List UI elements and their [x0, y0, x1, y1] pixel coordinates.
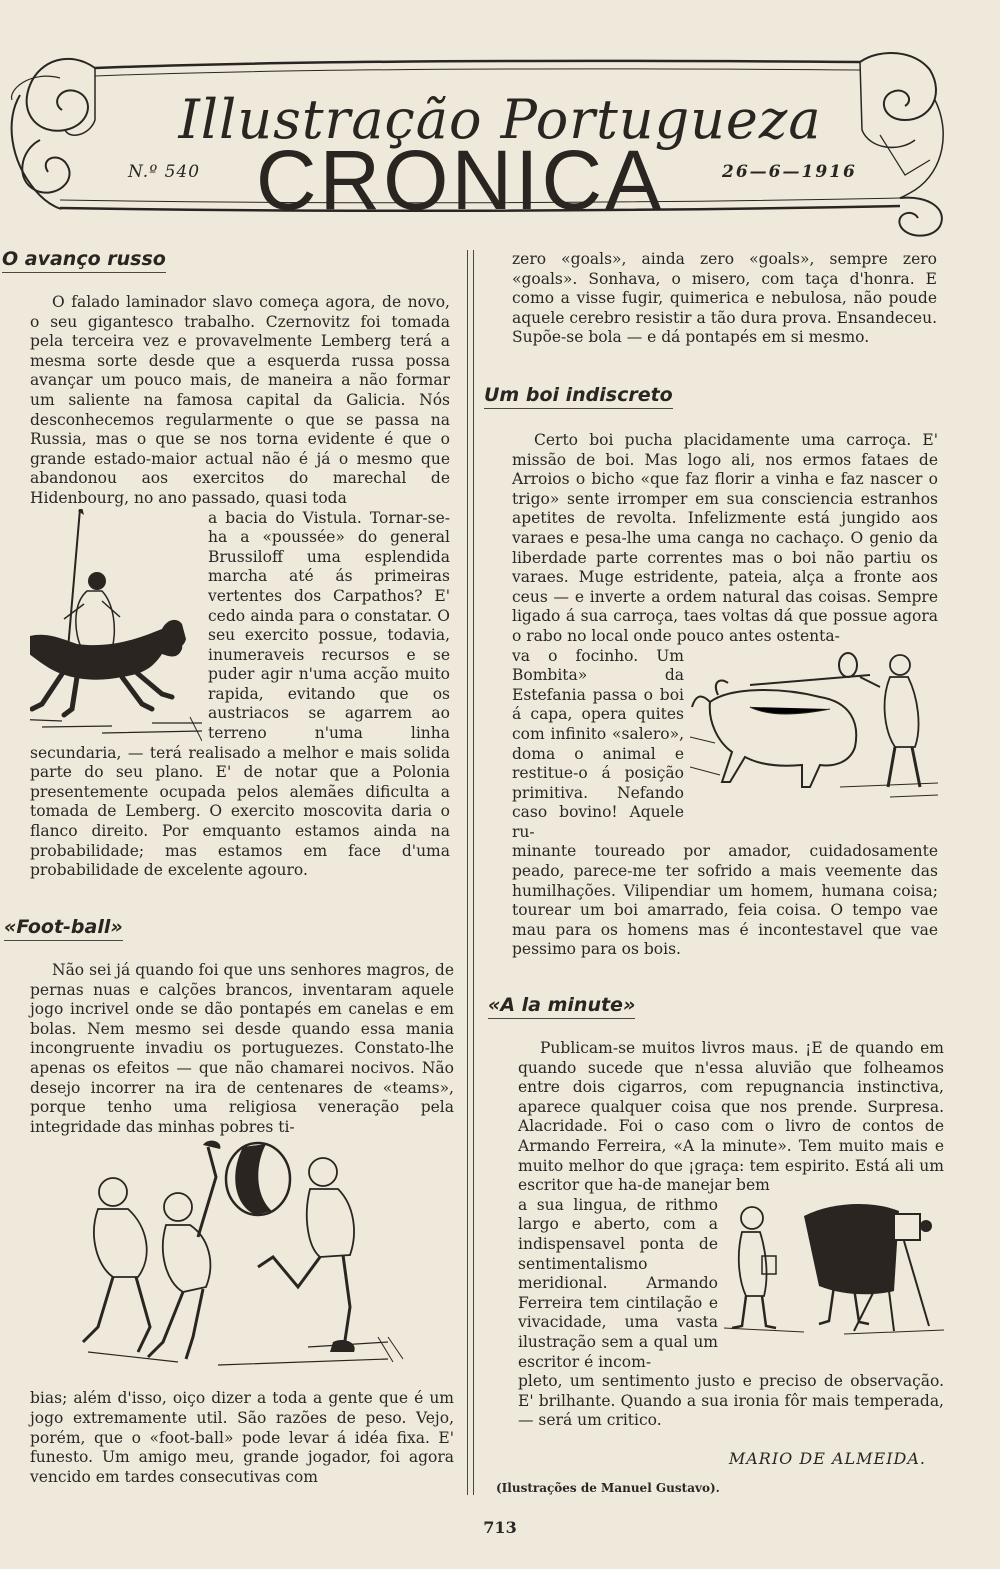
- article-paragraph: Não sei já quando foi que uns senhores magros, de pernas nuas e calções brancos, inventaram aquele jogo incrivel onde se dão pontapés em canelas e em bolas. Nem mesmo sei desde quando essa mania incongruente invadiu os portuguezes. Constato-lhe apenas os efeitos — que não chamarei nocivos. Não desejo incorrer na ira de centenares de «teams», porque tenho uma religiosa veneração pela integridade das minhas pobres ti-: [30, 961, 454, 1136]
- article-paragraph: O falado laminador slavo começa agora, de novo, o seu gigantesco trabalho. Czernovitz foi tomada pela terceira vez e provavelmente Lemberg terá a mesma sorte desde que a esquerda russa possa avançar um pouco mais, de maneira a não formar um saliente na famosa capital da Galicia. Nós desconhecemos regularmente o que se passa na Russia, mas o que se nos torna evidente é que o grande estado-maior actual não é já o mesmo que abandonou aos exercitos do marechal de Hidenbourg, no ano passado, quasi toda: [30, 293, 450, 507]
- article-paragraph: a bacia do Vistula. Tornar-se-ha a «poussée» do general Brussiloff uma esplendida marcha até ás primeiras vertentes dos Carpathos? E' cedo ainda para o constatar. O seu exercito possue, todavia, inumeraveis recursos e se puder agir n'uma acção muito rapida, evitando que os austriacos se agarrem ao terreno n'uma linha secundaria, — terá realisado a melhor e mais solida parte do seu plano. E' de notar que a Polonia presentemente ocupada pelos alemães dificulta a tomada de Lemberg. O exercito moscovita daria o flanco direito. Por emquanto estamos ainda na probabilidade; mas estamos em face d'uma probabilidade de excelente agouro.: [30, 508, 450, 880]
- football-players-illustration: [58, 1137, 454, 1389]
- issue-number: N.º 540: [128, 162, 201, 182]
- page-number: 713: [483, 1518, 517, 1537]
- article-foot-ball-continued: [512, 250, 937, 348]
- article-paragraph: minante toureado por amador, cuidadosamente peado, parece-me ter sofrido a mais veemente das humilhações. Vilipendiar um homem, humana coisa; tourear um boi amarrado, feia coisa. O tempo vae mau para os homens mas é incontestavel que vae pessimo para os bois.: [512, 842, 938, 959]
- article-paragraph: bias; além d'isso, oiço dizer a toda a gente que é um jogo extremamente util. São razões de peso. Vejo, porém, que o «foot-ball» pode levar á idéa fixa. E' funesto. Um amigo meu, grande jogador, foi agora vencido em tardes consecutivas com: [30, 1389, 454, 1486]
- masthead-section-title: CRONICA: [255, 133, 665, 227]
- bull-and-bullfighter-illustration: [690, 647, 938, 807]
- article-paragraph: Certo boi pucha placidamente uma carroça. E' missão de boi. Mas logo ali, nos ermos fataes de Arroios o bicho «que faz florir a vinha e faz nascer o trigo» sente irromper em sua consciencia estranhos apetites de revolta. Infelizmente está jungido aos varaes e pesa-lhe uma canga no cachaço. O genio da liberdade parte correntes mas o boi não partiu os varaes. Muge estridente, pateia, alça a fronte aos ceus — e inverte a ordem natural das coisas. Sempre ligado á sua carroça, taes voltas dá que possue agora o rabo no local onde pouco antes ostenta-: [512, 431, 938, 645]
- article-paragraph: pleto, um sentimento justo e preciso de observação. E' brilhante. Quando a sua ironia fôr mais temperada, — será um critico.: [518, 1372, 944, 1430]
- masthead: [0, 40, 1000, 240]
- article-a-la-minute: [488, 994, 946, 1468]
- article-paragraph: zero «goals», ainda zero «goals», sempre zero «goals». Sonhava, o misero, com taça d'honra. E como a visse fugir, quimerica e nebulosa, não poude aquele cerebro resistir a tão dura prova. Ensandeceu. Supõe-se bola — e dá pontapés em si mesmo.: [512, 250, 937, 347]
- article-title: Um boi indiscreto: [484, 384, 673, 409]
- cossack-horseman-illustration: [30, 509, 202, 744]
- article-title: O avanço russo: [2, 248, 166, 273]
- article-boi-indiscreto: [484, 384, 946, 960]
- author-signature: MARIO DE ALMEIDA.: [728, 1448, 926, 1468]
- article-title: «Foot-ball»: [4, 916, 123, 941]
- writer-and-camera-illustration: [724, 1196, 944, 1336]
- issue-date: 26—6—1916: [722, 162, 857, 182]
- article-paragraph: Publicam-se muitos livros maus. ¡E de quando em quando sucede que n'essa aluvião que folheamos entre dois cigarros, com repugnancia instinctiva, aparece qualquer coisa que nos prende. Surpresa. Alacridade. Foi o caso com o livro de contos de Armando Ferreira, «A la minute». Tem muito mais e muito melhor do que ¡graça: tem espirito. Está ali um escritor que ha-de manejar bem: [518, 1039, 944, 1195]
- article-title: «A la minute»: [488, 994, 635, 1019]
- article-paragraph: va o focinho. Um Bombita» da Estefania passa o boi á capa, opera quites com infinito «salero», doma o animal e restitue-o á posição primitiva. Nefando caso bovino! Aquele ru-: [512, 646, 684, 841]
- article-foot-ball: [0, 916, 462, 1487]
- column-divider: [467, 250, 474, 1495]
- illustration-credits: (Ilustrações de Manuel Gustavo).: [496, 1481, 720, 1495]
- article-paragraph: a sua lingua, de rithmo largo e aberto, com a indispensavel ponta de sentimentalismo meridional. Armando Ferreira tem cintilação e vivacidade, uma vasta ilustração sem a qual um escritor é incom-: [518, 1195, 718, 1371]
- masthead-script-title: Illustração Portugueza: [178, 88, 822, 151]
- article-avanco-russo: [0, 248, 462, 881]
